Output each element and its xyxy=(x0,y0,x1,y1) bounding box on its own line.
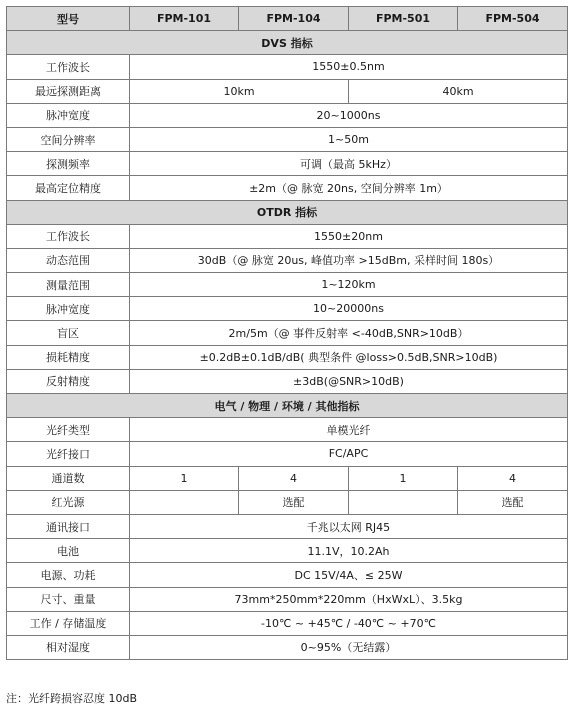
row-label: 损耗精度 xyxy=(7,345,130,369)
row-value: 4 xyxy=(239,466,349,490)
row-value: FC/APC xyxy=(130,442,568,466)
table-row xyxy=(7,103,568,127)
row-value: 30dB（@ 脉宽 20us, 峰值功率 >15dBm, 采样时间 180s） xyxy=(130,248,568,272)
table-row xyxy=(7,345,568,369)
row-label: 探测频率 xyxy=(7,152,130,176)
row-label: 电池 xyxy=(7,539,130,563)
row-value: 40km xyxy=(349,79,568,103)
table-row xyxy=(7,635,568,659)
header-row xyxy=(7,7,568,31)
row-label: 电源、功耗 xyxy=(7,563,130,587)
row-label: 反射精度 xyxy=(7,369,130,393)
section-row-general xyxy=(7,394,568,418)
row-value: ±3dB(@SNR>10dB) xyxy=(130,369,568,393)
table-row xyxy=(7,79,568,103)
table-row xyxy=(7,152,568,176)
table-row xyxy=(7,490,568,514)
model-fpm-501: FPM-501 xyxy=(349,7,458,31)
row-label: 光纤接口 xyxy=(7,442,130,466)
table-row xyxy=(7,55,568,79)
row-value: 0~95%（无结露） xyxy=(130,635,568,659)
row-value: 1550±20nm xyxy=(130,224,568,248)
row-value: 10km xyxy=(130,79,349,103)
section-row-dvs xyxy=(7,31,568,55)
row-value: 选配 xyxy=(458,490,568,514)
table-row xyxy=(7,248,568,272)
row-value: 1 xyxy=(349,466,458,490)
row-value: 可调（最高 5kHz） xyxy=(130,152,568,176)
row-value: ±0.2dB±0.1dB/dB( 典型条件 @loss>0.5dB,SNR>10dB) xyxy=(130,345,568,369)
row-value xyxy=(130,490,239,514)
row-label: 红光源 xyxy=(7,490,130,514)
model-fpm-101: FPM-101 xyxy=(130,7,239,31)
table-row xyxy=(7,442,568,466)
row-value: 千兆以太网 RJ45 xyxy=(130,514,568,538)
table-row xyxy=(7,176,568,200)
row-label: 工作 / 存储温度 xyxy=(7,611,130,635)
row-value: 4 xyxy=(458,466,568,490)
row-label: 通讯接口 xyxy=(7,514,130,538)
row-label: 相对湿度 xyxy=(7,635,130,659)
row-value: 73mm*250mm*220mm（HxWxL）、3.5kg xyxy=(130,587,568,611)
row-value: 1 xyxy=(130,466,239,490)
row-value: 2m/5m（@ 事件反射率 <-40dB,SNR>10dB） xyxy=(130,321,568,345)
section-row-otdr xyxy=(7,200,568,224)
row-value: 1~50m xyxy=(130,127,568,151)
table-row xyxy=(7,224,568,248)
row-value: 1550±0.5nm xyxy=(130,55,568,79)
table-row xyxy=(7,514,568,538)
table-row xyxy=(7,587,568,611)
row-value: ±2m（@ 脉宽 20ns, 空间分辨率 1m） xyxy=(130,176,568,200)
row-value: 1~120km xyxy=(130,273,568,297)
row-label: 盲区 xyxy=(7,321,130,345)
row-label: 尺寸、重量 xyxy=(7,587,130,611)
row-label: 最远探测距离 xyxy=(7,79,130,103)
table-row xyxy=(7,297,568,321)
row-value: DC 15V/4A、≤ 25W xyxy=(130,563,568,587)
row-label: 脉冲宽度 xyxy=(7,297,130,321)
row-value: 选配 xyxy=(239,490,349,514)
row-label: 通道数 xyxy=(7,466,130,490)
table-row xyxy=(7,418,568,442)
footnote: 注：光纤跨损容忍度 10dB xyxy=(6,692,138,705)
row-value: -10℃ ~ +45℃ / -40℃ ~ +70℃ xyxy=(130,611,568,635)
row-label: 动态范围 xyxy=(7,248,130,272)
row-label: 空间分辨率 xyxy=(7,127,130,151)
section-title-dvs: DVS 指标 xyxy=(7,31,568,55)
section-title-general: 电气 / 物理 / 环境 / 其他指标 xyxy=(7,394,568,418)
row-value: 11.1V，10.2Ah xyxy=(130,539,568,563)
table-row xyxy=(7,466,568,490)
model-fpm-104: FPM-104 xyxy=(239,7,349,31)
row-label: 工作波长 xyxy=(7,224,130,248)
table-row xyxy=(7,321,568,345)
row-label: 光纤类型 xyxy=(7,418,130,442)
spec-table xyxy=(6,6,568,660)
row-value xyxy=(349,490,458,514)
table-row xyxy=(7,273,568,297)
model-header: 型号 xyxy=(7,7,130,31)
row-value: 10~20000ns xyxy=(130,297,568,321)
table-row xyxy=(7,127,568,151)
table-row xyxy=(7,539,568,563)
row-label: 测量范围 xyxy=(7,273,130,297)
table-row xyxy=(7,369,568,393)
table-row xyxy=(7,563,568,587)
row-value: 20~1000ns xyxy=(130,103,568,127)
table-row xyxy=(7,611,568,635)
row-label: 工作波长 xyxy=(7,55,130,79)
row-label: 脉冲宽度 xyxy=(7,103,130,127)
model-fpm-504: FPM-504 xyxy=(458,7,568,31)
row-label: 最高定位精度 xyxy=(7,176,130,200)
section-title-otdr: OTDR 指标 xyxy=(7,200,568,224)
row-value: 单模光纤 xyxy=(130,418,568,442)
